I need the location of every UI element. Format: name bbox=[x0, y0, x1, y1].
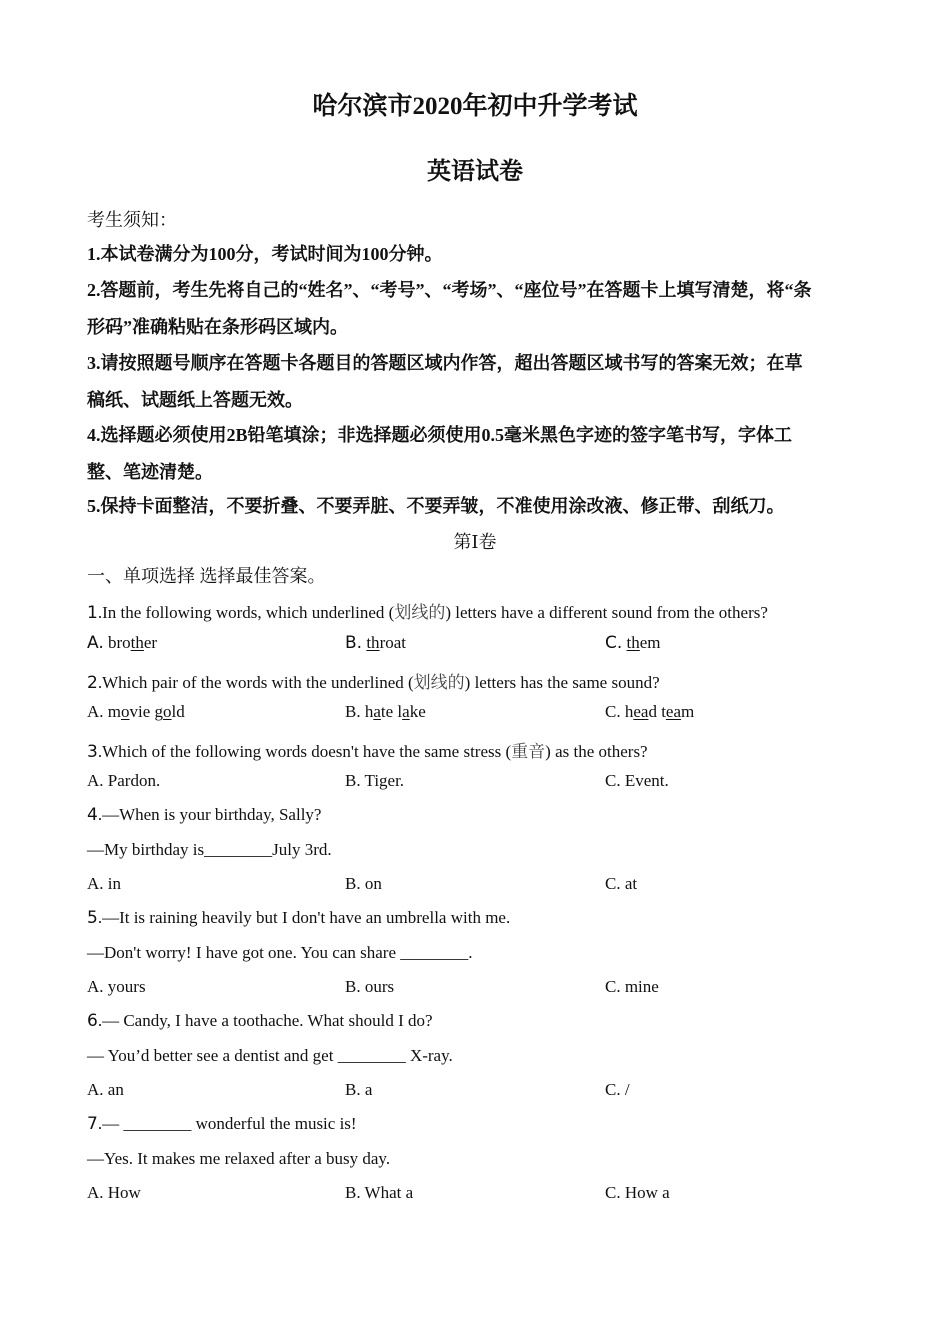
option-b[interactable]: B. a bbox=[345, 1080, 373, 1099]
option-b[interactable]: B. on bbox=[345, 874, 382, 893]
option-a[interactable]: A. yours bbox=[87, 977, 146, 996]
option-b[interactable]: B. Tiger. bbox=[345, 771, 405, 790]
option-b[interactable]: B. What a bbox=[345, 1183, 414, 1202]
question-6-line-2: — You’d better see a dentist and get ________ X-ray. bbox=[87, 1046, 453, 1065]
option-a[interactable]: A. Pardon. bbox=[87, 771, 161, 790]
notice-item-4-cont: 整、笔迹清楚。 bbox=[87, 462, 213, 482]
question-7-line-2: —Yes. It makes me relaxed after a busy day. bbox=[87, 1149, 391, 1168]
question-1: 1.In the following words, which underlined (划线的) letters have a different sound from the others? bbox=[87, 603, 768, 623]
notice-item-2-cont: 形码”准确粘贴在条形码区域内。 bbox=[87, 317, 348, 337]
question-7: 7.— ________ wonderful the music is! bbox=[87, 1114, 357, 1134]
notice-item-3-cont: 稿纸、试题纸上答题无效。 bbox=[87, 390, 303, 410]
option-b[interactable]: B. hate lake bbox=[345, 702, 426, 721]
question-number: 5 bbox=[87, 908, 98, 928]
section-heading: 一、单项选择 选择最佳答案。 bbox=[87, 566, 326, 586]
question-3: 3.Which of the following words doesn't have the same stress (重音) as the others? bbox=[87, 742, 648, 762]
question-number: 1 bbox=[87, 603, 98, 623]
option-c[interactable]: C. mine bbox=[605, 977, 659, 996]
notice-item-1: 1.本试卷满分为100分，考试时间为100分钟。 bbox=[87, 244, 443, 264]
question-number: 2 bbox=[87, 673, 98, 693]
question-6: 6.— Candy, I have a toothache. What should I do? bbox=[87, 1011, 433, 1031]
volume-heading: 第Ⅰ卷 bbox=[453, 532, 497, 552]
option-a[interactable]: A. movie gold bbox=[87, 702, 185, 721]
option-a[interactable]: A. an bbox=[87, 1080, 124, 1099]
question-number: 6 bbox=[87, 1011, 98, 1031]
option-c[interactable]: C. head team bbox=[605, 702, 695, 721]
question-number: 3 bbox=[87, 742, 98, 762]
notice-item-5: 5.保持卡面整洁，不要折叠、不要弄脏、不要弄皱，不准使用涂改液、修正带、刮纸刀。 bbox=[87, 496, 785, 516]
option-a[interactable]: A. in bbox=[87, 874, 121, 893]
notice-heading: 考生须知： bbox=[87, 210, 177, 230]
option-a[interactable]: A. brother bbox=[87, 633, 158, 653]
notice-item-4: 4.选择题必须使用2B铅笔填涂；非选择题必须使用0.5毫米黑色字迹的签字笔书写，字体工 bbox=[87, 425, 793, 445]
question-5: 5.—It is raining heavily but I don't have an umbrella with me. bbox=[87, 908, 511, 928]
question-5-line-2: —Don't worry! I have got one. You can share ________. bbox=[87, 943, 473, 962]
option-c[interactable]: C. at bbox=[605, 874, 638, 893]
notice-item-3: 3.请按照题号顺序在答题卡各题目的答题区域内作答，超出答题区域书写的答案无效；在草 bbox=[87, 353, 803, 373]
option-c[interactable]: C. / bbox=[605, 1080, 630, 1099]
page-title: 哈尔滨市2020年初中升学考试 bbox=[312, 93, 638, 120]
option-c[interactable]: C. them bbox=[605, 633, 661, 653]
notice-item-2: 2.答题前，考生先将自己的“姓名”、“考号”、“考场”、“座位号”在答题卡上填写清楚，将“条 bbox=[87, 280, 812, 300]
page-subtitle: 英语试卷 bbox=[427, 159, 523, 185]
option-b[interactable]: B. ours bbox=[345, 977, 395, 996]
question-number: 4 bbox=[87, 805, 98, 825]
question-4-line-2: —My birthday is________July 3rd. bbox=[87, 840, 332, 859]
option-a[interactable]: A. How bbox=[87, 1183, 141, 1202]
question-2: 2.Which pair of the words with the underlined (划线的) letters has the same sound? bbox=[87, 673, 660, 693]
option-c[interactable]: C. How a bbox=[605, 1183, 670, 1202]
question-4: 4.—When is your birthday, Sally? bbox=[87, 805, 322, 825]
option-b[interactable]: B. throat bbox=[345, 633, 406, 653]
question-number: 7 bbox=[87, 1114, 98, 1134]
option-c[interactable]: C. Event. bbox=[605, 771, 669, 790]
